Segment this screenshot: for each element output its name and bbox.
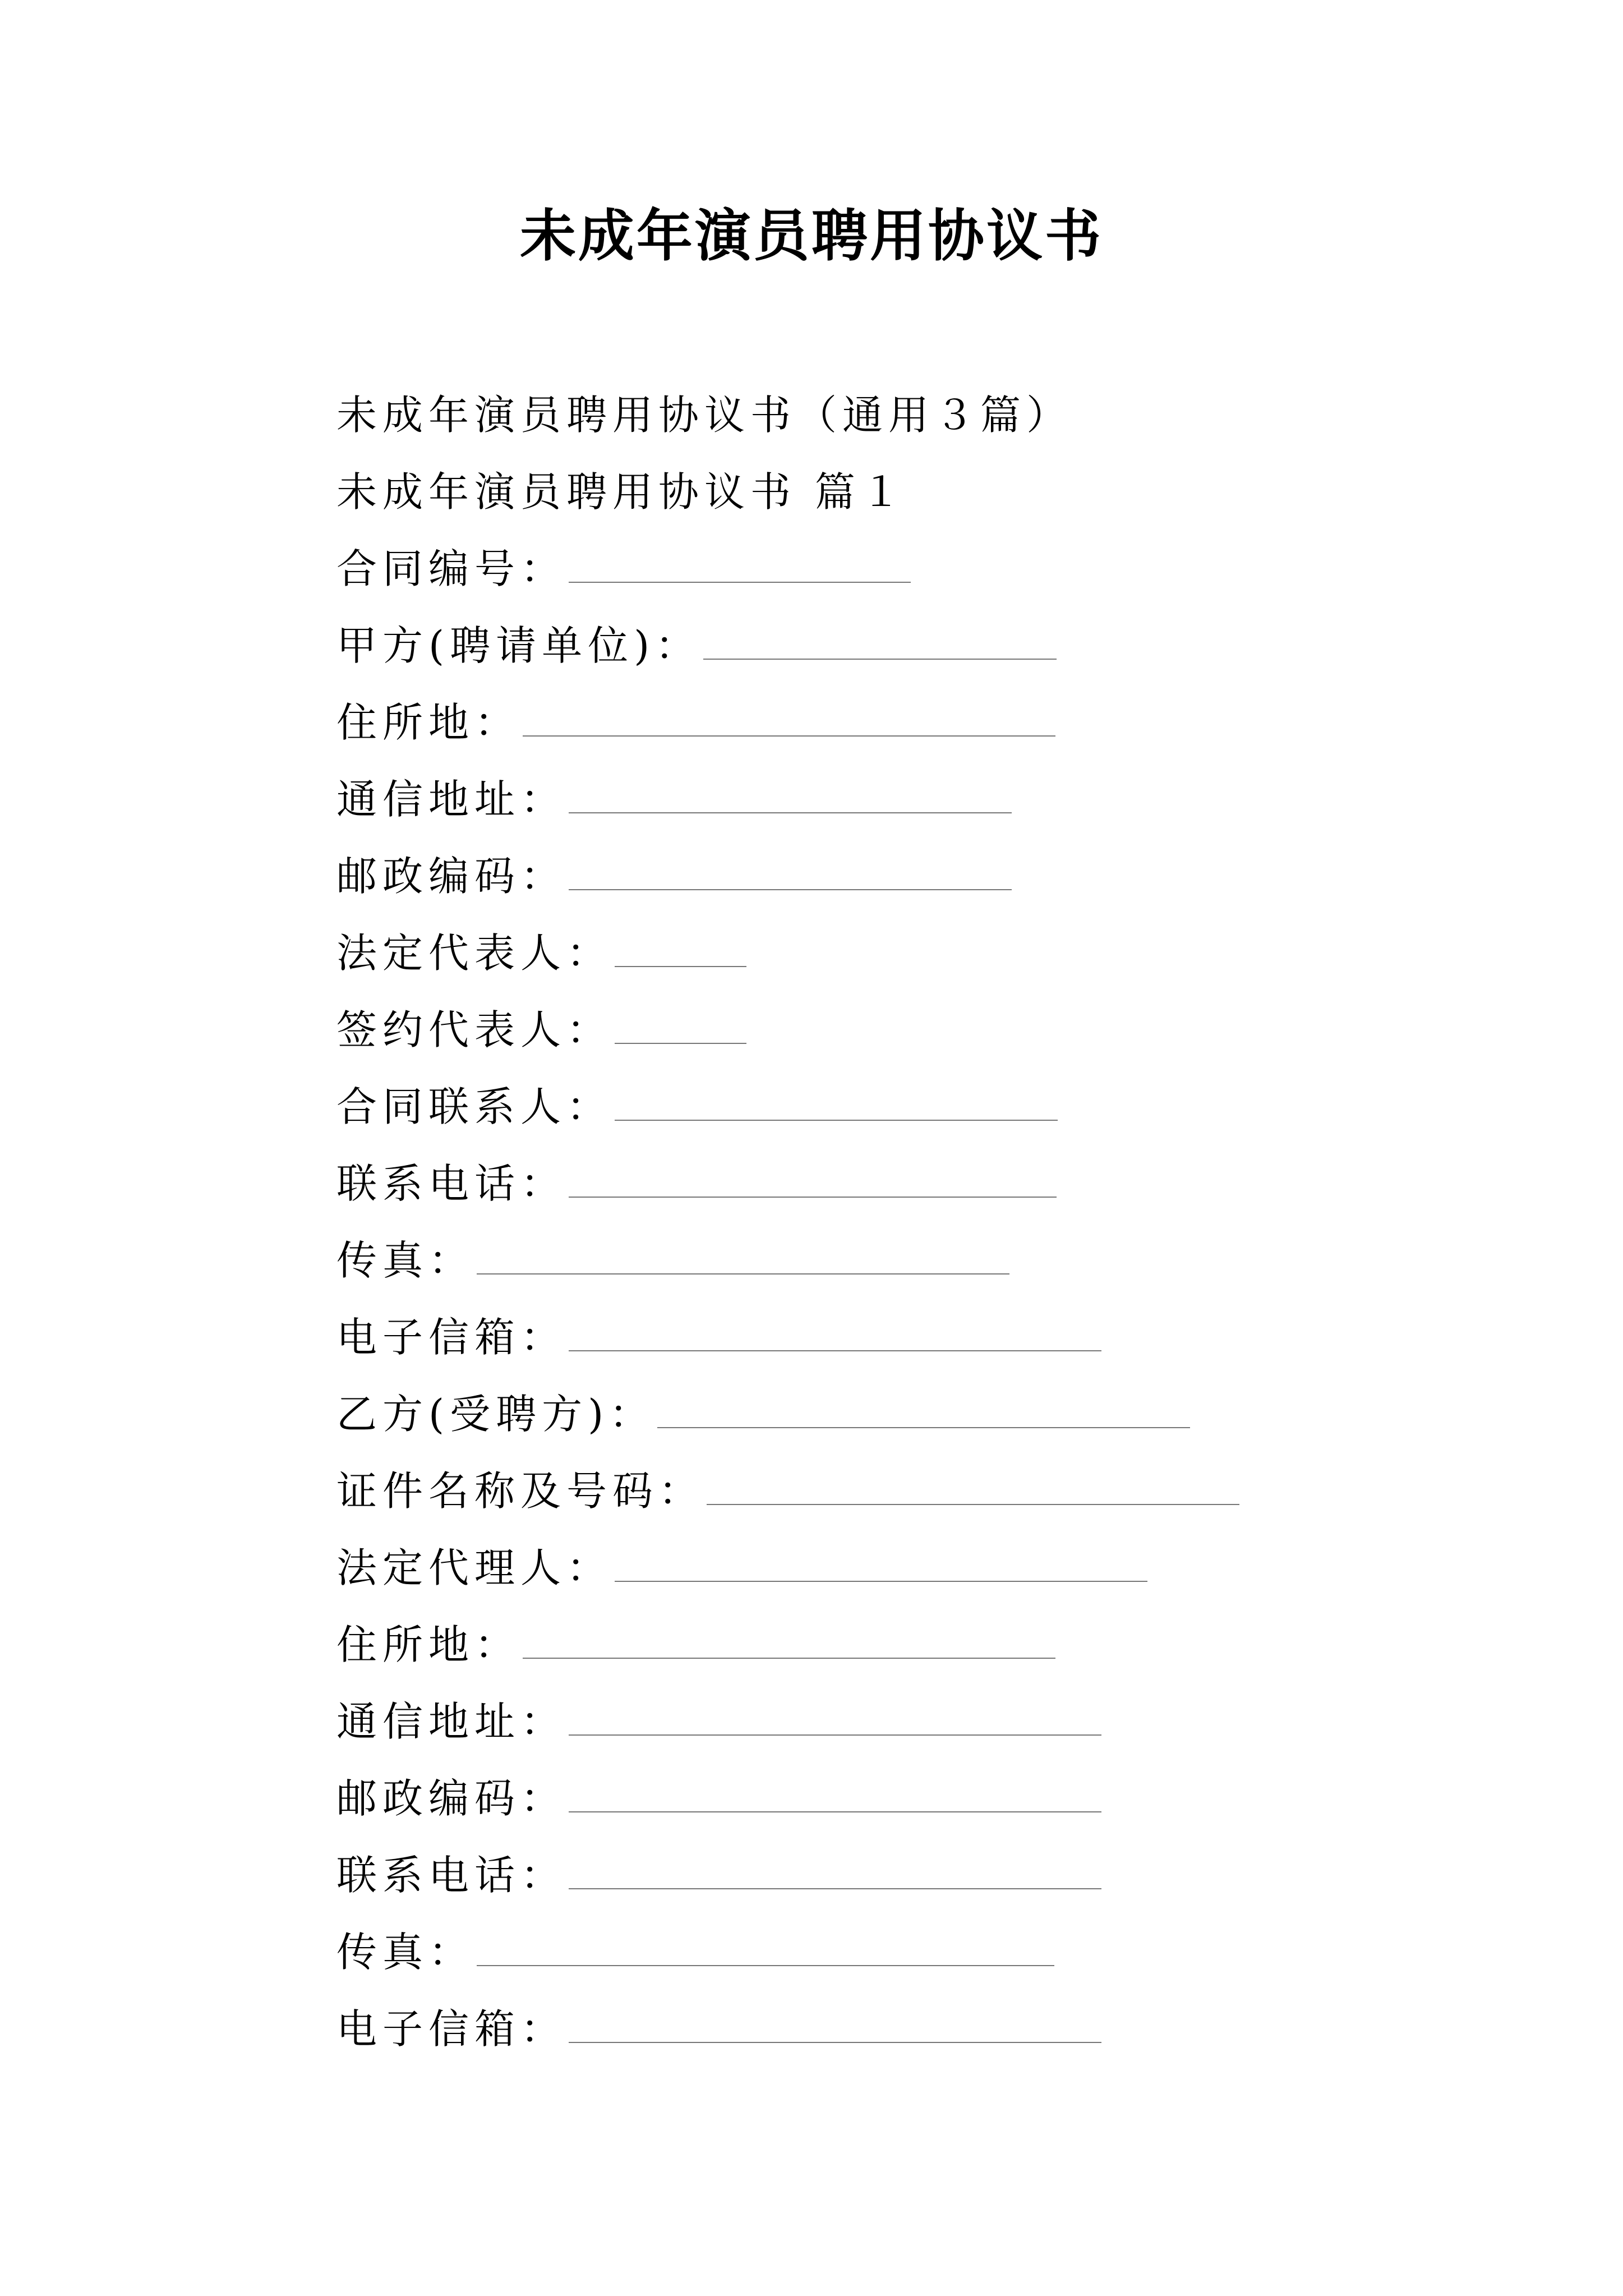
fill-in-blank[interactable] — [569, 547, 911, 583]
field-party-b-postcode — [336, 1760, 1458, 1837]
field-party-a-domicile — [336, 684, 1458, 761]
field-label: 住所地： — [336, 699, 521, 746]
fill-in-blank[interactable] — [615, 1008, 746, 1044]
field-party-b-email — [336, 1991, 1458, 2068]
fill-in-blank[interactable] — [569, 2007, 1101, 2043]
field-label: 住所地： — [336, 1621, 521, 1668]
fill-in-blank[interactable] — [477, 1239, 1009, 1274]
document-title: 未成年演员聘用协议书 — [520, 203, 1103, 269]
field-contract-contact — [336, 1069, 1458, 1145]
fill-in-blank[interactable] — [569, 1315, 1101, 1351]
field-label: 邮政编码： — [336, 1775, 567, 1822]
field-label: 乙方(受聘方)： — [336, 1391, 656, 1438]
fill-in-blank[interactable] — [477, 1930, 1054, 1966]
field-signing-representative — [336, 992, 1458, 1069]
field-contract-number — [336, 531, 1458, 608]
document-subtitle: 未成年演员聘用协议书（通用３篇） — [336, 392, 1073, 439]
field-label: 通信地址： — [336, 1698, 567, 1745]
field-label: 邮政编码： — [336, 853, 567, 900]
fill-in-blank[interactable] — [569, 1162, 1057, 1198]
section-heading: 未成年演员聘用协议书 篇１ — [336, 468, 907, 516]
field-label: 联系电话： — [336, 1160, 567, 1207]
field-party-a-fax — [336, 1222, 1458, 1299]
field-legal-representative — [336, 915, 1458, 992]
field-party-a-postcode — [336, 838, 1458, 915]
field-label: 传真： — [336, 1237, 475, 1284]
fill-in-blank[interactable] — [707, 1469, 1239, 1505]
field-legal-guardian — [336, 1530, 1458, 1607]
field-party-b-fax — [336, 1914, 1458, 1991]
field-label: 法定代表人： — [336, 930, 613, 977]
field-label: 电子信箱： — [336, 2005, 567, 2053]
field-party-a-phone — [336, 1145, 1458, 1222]
fill-in-blank[interactable] — [703, 624, 1057, 660]
fill-in-blank[interactable] — [569, 1700, 1101, 1736]
field-label: 合同编号： — [336, 545, 567, 592]
field-party-b — [336, 1376, 1458, 1453]
field-label: 签约代表人： — [336, 1006, 613, 1053]
fill-in-blank[interactable] — [569, 1777, 1101, 1812]
field-label: 合同联系人： — [336, 1083, 613, 1130]
field-label: 传真： — [336, 1929, 475, 1976]
field-label: 联系电话： — [336, 1852, 567, 1899]
fill-in-blank[interactable] — [569, 777, 1012, 813]
fill-in-blank[interactable] — [569, 1853, 1101, 1889]
fill-in-blank[interactable] — [523, 1623, 1055, 1659]
fill-in-blank[interactable] — [615, 1546, 1147, 1582]
document-body — [336, 377, 1458, 2068]
field-party-a-email — [336, 1299, 1458, 1376]
field-label: 证件名称及号码： — [336, 1467, 705, 1515]
fill-in-blank[interactable] — [523, 701, 1055, 737]
fill-in-blank[interactable] — [615, 1085, 1058, 1121]
fill-in-blank[interactable] — [615, 931, 746, 967]
fill-in-blank[interactable] — [657, 1392, 1190, 1428]
field-id-document — [336, 1453, 1458, 1530]
field-party-a — [336, 608, 1458, 684]
field-label: 电子信箱： — [336, 1314, 567, 1361]
field-party-b-domicile — [336, 1607, 1458, 1683]
field-label: 通信地址： — [336, 776, 567, 823]
fill-in-blank[interactable] — [569, 854, 1012, 890]
field-label: 甲方(聘请单位)： — [336, 622, 702, 669]
field-party-a-address — [336, 761, 1458, 838]
field-label: 法定代理人： — [336, 1544, 613, 1591]
field-party-b-phone — [336, 1837, 1458, 1914]
field-party-b-address — [336, 1683, 1458, 1760]
